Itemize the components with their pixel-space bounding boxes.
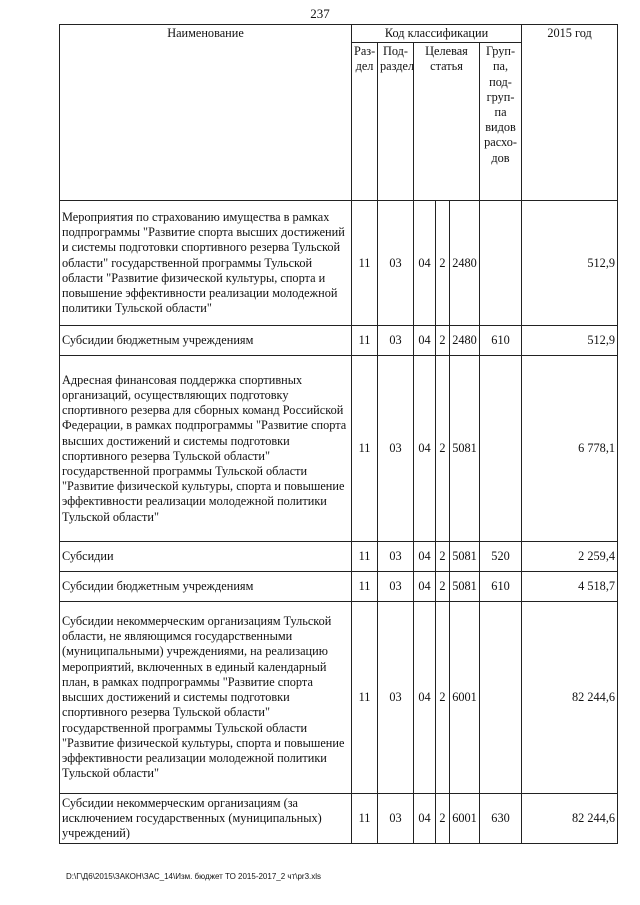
header-name: Наименование	[60, 25, 352, 201]
table-row	[60, 326, 618, 356]
row-target-subprogram-cell: 2	[436, 602, 450, 794]
row-target-direction-cell: 6001	[450, 794, 480, 844]
row-expense-group-cell: 520	[480, 542, 522, 572]
row-target-program-cell: 04	[414, 356, 436, 542]
row-target-subprogram-cell: 2	[436, 794, 450, 844]
row-target-subprogram-cell: 2	[436, 326, 450, 356]
row-amount-cell: 4 518,7	[522, 572, 618, 602]
row-expense-group-cell	[480, 356, 522, 542]
header-expense-group: Груп- па, под- груп- па видов расхо- дов	[480, 43, 522, 201]
table-row	[60, 201, 618, 326]
table-row	[60, 356, 618, 542]
page-number: 237	[310, 6, 330, 21]
header-classification: Код классификации	[352, 25, 522, 43]
row-amount-cell: 512,9	[522, 201, 618, 326]
row-target-direction-cell: 5081	[450, 356, 480, 542]
row-target-direction-cell: 5081	[450, 572, 480, 602]
row-podrazdel-cell: 03	[378, 602, 414, 794]
row-target-program-cell: 04	[414, 201, 436, 326]
row-target-subprogram-cell: 2	[436, 542, 450, 572]
row-expense-group-cell: 610	[480, 326, 522, 356]
row-name-cell: Адресная финансовая поддержка спортивных организаций, осуществляющих подготовку спортивного резерва для сборных команд Российской Федерации, в рамках подпрограммы "Развитие спорта высших достижений и системы подготовки спортивного резерва Тульской области" государственной программы Тульской области "Развитие физической культуры, спорта и повышение эффективности реализации молодежной политики Тульской области"	[60, 356, 352, 542]
row-name-cell: Субсидии некоммерческим организациям (за исключением государственных (муниципальных) учреждений)	[60, 794, 352, 844]
row-razdel-cell: 11	[352, 201, 378, 326]
row-target-direction-cell: 2480	[450, 326, 480, 356]
row-podrazdel-cell: 03	[378, 542, 414, 572]
row-target-subprogram-cell: 2	[436, 201, 450, 326]
row-podrazdel-cell: 03	[378, 794, 414, 844]
row-name-cell: Субсидии бюджетным учреждениям	[60, 572, 352, 602]
table-row	[60, 572, 618, 602]
row-expense-group-cell: 630	[480, 794, 522, 844]
row-razdel-cell: 11	[352, 542, 378, 572]
row-target-program-cell: 04	[414, 794, 436, 844]
row-name-cell: Субсидии	[60, 542, 352, 572]
row-amount-cell: 2 259,4	[522, 542, 618, 572]
row-name-cell: Субсидии бюджетным учреждениям	[60, 326, 352, 356]
row-razdel-cell: 11	[352, 326, 378, 356]
row-target-direction-cell: 2480	[450, 201, 480, 326]
row-name-cell: Мероприятия по страхованию имущества в рамках подпрограммы "Развитие спорта высших достижений и системы подготовки спортивного резерва Тульской области" государственной программы Тульской области "Развитие физической культуры, спорта и повышение эффективности реализации молодежной политики Тульской области"	[60, 201, 352, 326]
row-name-cell: Субсидии некоммерческим организациям Тульской области, не являющимся государственными (муниципальными) учреждениями, на реализацию мероприятий, включенных в единый календарный план, в рамках подпрограммы "Развитие спорта высших достижений и системы подготовки спортивного резерва Тульской области" государственной программы Тульской области "Развитие физической культуры, спорта и повышение эффективности реализации молодежной политики Тульской области"	[60, 602, 352, 794]
row-expense-group-cell	[480, 602, 522, 794]
row-target-direction-cell: 5081	[450, 542, 480, 572]
header-podrazdel: Под- раздел	[378, 43, 414, 201]
row-target-program-cell: 04	[414, 572, 436, 602]
row-expense-group-cell: 610	[480, 572, 522, 602]
row-razdel-cell: 11	[352, 794, 378, 844]
row-target-subprogram-cell: 2	[436, 572, 450, 602]
table-row	[60, 794, 618, 844]
row-target-program-cell: 04	[414, 542, 436, 572]
header-razdel: Раз- дел	[352, 43, 378, 201]
row-podrazdel-cell: 03	[378, 201, 414, 326]
table-row	[60, 542, 618, 572]
row-target-subprogram-cell: 2	[436, 356, 450, 542]
row-razdel-cell: 11	[352, 356, 378, 542]
row-target-program-cell: 04	[414, 326, 436, 356]
file-path-footer: D:\Г\Д6\2015\ЗАКОН\ЗАС_14\Изм. бюджет ТО 2015-2017_2 чт\pr3.xls	[66, 872, 322, 881]
row-amount-cell: 512,9	[522, 326, 618, 356]
row-razdel-cell: 11	[352, 602, 378, 794]
row-podrazdel-cell: 03	[378, 572, 414, 602]
row-podrazdel-cell: 03	[378, 326, 414, 356]
row-amount-cell: 6 778,1	[522, 356, 618, 542]
budget-table	[59, 24, 618, 844]
row-amount-cell: 82 244,6	[522, 602, 618, 794]
row-target-direction-cell: 6001	[450, 602, 480, 794]
header-target-article: Целевая статья	[414, 43, 480, 201]
row-podrazdel-cell: 03	[378, 356, 414, 542]
row-razdel-cell: 11	[352, 572, 378, 602]
row-amount-cell: 82 244,6	[522, 794, 618, 844]
row-target-program-cell: 04	[414, 602, 436, 794]
row-expense-group-cell	[480, 201, 522, 326]
header-year: 2015 год	[522, 25, 618, 201]
table-row	[60, 602, 618, 794]
